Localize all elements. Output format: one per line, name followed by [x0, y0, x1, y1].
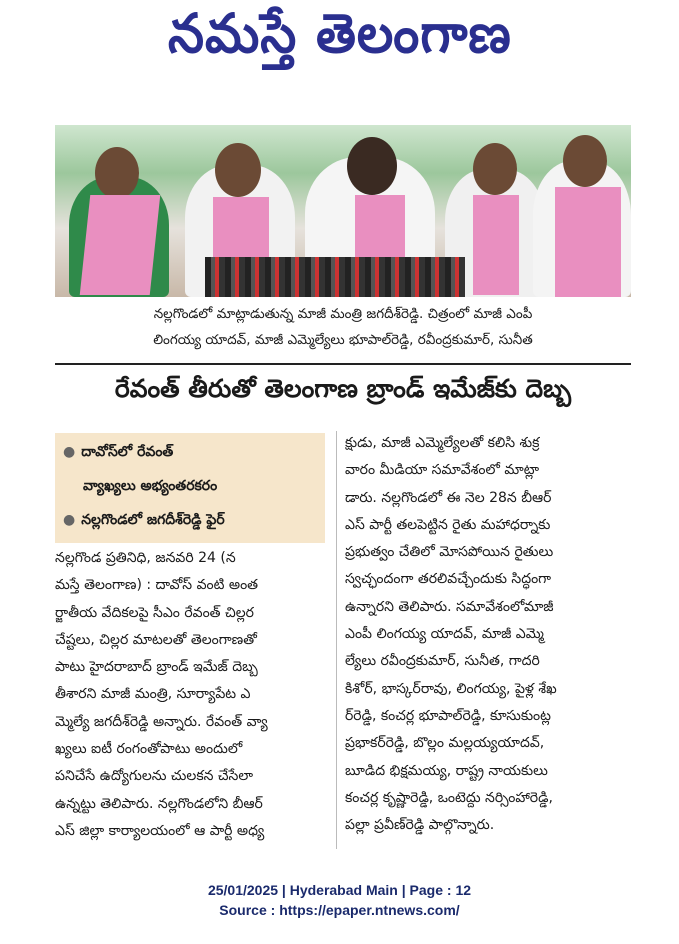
photo-microphones [205, 257, 465, 297]
article-line: ప్రభాకర్‌రెడ్డి, బొల్లం మల్లయ్యయాదవ్, [345, 735, 545, 752]
article-line: ఖ్యలు ఐటీ రంగంతోపాటు అందులో [55, 741, 243, 758]
bullet-icon: ● [63, 512, 76, 528]
article-line: కంచర్ల కృష్ణారెడ్డి, ఒంటెద్దు నర్సింహారెడ్డి, [345, 789, 553, 806]
article-line: కిశోర్, భాస్కర్‌రావు, లింగయ్య, పైళ్ల శేఖ [345, 680, 557, 697]
photo-scarf [80, 195, 161, 295]
caption-line: లింగయ్య యాదవ్, మాజీ ఎమ్మెల్యేలు భూపాల్‌రెడ్డి, రవీంద్రకుమార్, సునీత [153, 332, 533, 348]
article-line: ప్రభుత్వం చేతిలో మోసపోయిన రైతులు [345, 544, 554, 561]
article-line: క్షుడు, మాజీ ఎమ్మెల్యేలతో కలిసి శుక్ర [345, 435, 540, 451]
article-line: మస్తే తెలంగాణ) : దావోస్ వంటి అంత [55, 577, 259, 594]
highlight-item: ● దావోస్‌లో రేవంత్ [63, 444, 174, 460]
article-line: ఉన్నట్టు తెలిపారు. నల్లగొండలోని బీఆర్ [55, 795, 263, 812]
caption-line: నల్లగొండలో మాట్లాడుతున్న మాజీ మంత్రి జగదీశ్‌రెడ్డి. చిత్రంలో మాజీ ఎంపీ [153, 306, 533, 322]
column-divider [336, 431, 337, 849]
headline: రేవంత్ తీరుతో తెలంగాణ బ్రాండ్ ఇమేజ్‌కు దెబ్బ [114, 374, 572, 403]
article-line: డారు. నల్లగొండలో ఈ నెల 28న బీఆర్ [345, 489, 552, 506]
article-column-right [345, 430, 631, 839]
article-line: తీశారని మాజీ మంత్రి, సూర్యాపేట ఎ [55, 686, 251, 703]
divider [55, 363, 631, 365]
news-photo [55, 125, 631, 297]
article-line: ఉన్నారని తెలిపారు. సమావేశంలోమాజీ [345, 598, 554, 615]
photo-person-head [473, 143, 517, 195]
article-line: ర్‌రెడ్డి, కంచర్ల భూపాల్‌రెడ్డి, కూసుకుంట్ల [345, 707, 551, 724]
bullet-icon: ● [63, 444, 76, 460]
article-line: ర్జాతీయ వేదికలపై సీఎం రేవంత్ చిల్లర [55, 604, 254, 621]
article-line: ఎస్ పార్టీ తలపెట్టిన రైతు మహాధర్నాకు [345, 516, 551, 533]
article-column-left [55, 545, 327, 845]
highlight-item: ● నల్లగొండలో జగదీశ్‌రెడ్డి ఫైర్ [63, 512, 225, 528]
article-line: మ్మెల్యే జగదీశ్‌రెడ్డి అన్నారు. రేవంత్ వ్యా [55, 713, 268, 730]
article-line: ఎస్ జిల్లా కార్యాలయంలో ఆ పార్టీ అధ్య [55, 822, 265, 839]
article-line: పల్లా ప్రవీణ్‌రెడ్డి పాల్గొన్నారు. [345, 817, 495, 834]
article-line: బూడిద భిక్షమయ్య, రాష్ట్ర నాయకులు [345, 762, 548, 779]
footer [0, 880, 679, 920]
footer-date-edition: 25/01/2025 | Hyderabad Main | Page : 12 [207, 882, 472, 898]
highlight-item: వ్యాఖ్యలు అభ్యంతరకరం [83, 478, 218, 494]
article-line: ఎంపీ లింగయ్య యాదవ్, మాజీ ఎమ్మె [345, 626, 544, 643]
photo-person-head [95, 147, 139, 199]
masthead [0, 0, 679, 80]
photo-scarf [555, 187, 621, 297]
highlights-box [55, 433, 325, 543]
photo-caption [55, 301, 631, 353]
photo-scarf [473, 195, 519, 295]
article-line: పాటు హైదరాబాద్ బ్రాండ్ ఇమేజ్ దెబ్బ [55, 659, 258, 676]
article-line: పనిచేసే ఉద్యోగులను చులకన చేసేలా [55, 768, 254, 785]
news-clipping [55, 113, 631, 855]
photo-person-head [563, 135, 607, 187]
article-line: చేష్టలు, చిల్లర మాటలతో తెలంగాణతో [55, 631, 257, 648]
article-line: స్వచ్ఛందంగా తరలివచ్చేందుకు సిద్ధంగా [345, 571, 552, 588]
footer-source-link[interactable]: Source : https://epaper.ntnews.com/ [219, 902, 460, 918]
article-line: ల్యేలు రవీంద్రకుమార్, సునీత, గాదరి [345, 653, 540, 670]
article-line: నల్లగొండ ప్రతినిధి, జనవరి 24 (న [55, 550, 236, 566]
photo-person-head [215, 143, 261, 197]
photo-person-head [347, 137, 397, 195]
masthead-title: నమస్తే తెలంగాణ [167, 1, 512, 65]
article-line: వారం మీడియా సమావేశంలో మాట్లా [345, 462, 539, 479]
